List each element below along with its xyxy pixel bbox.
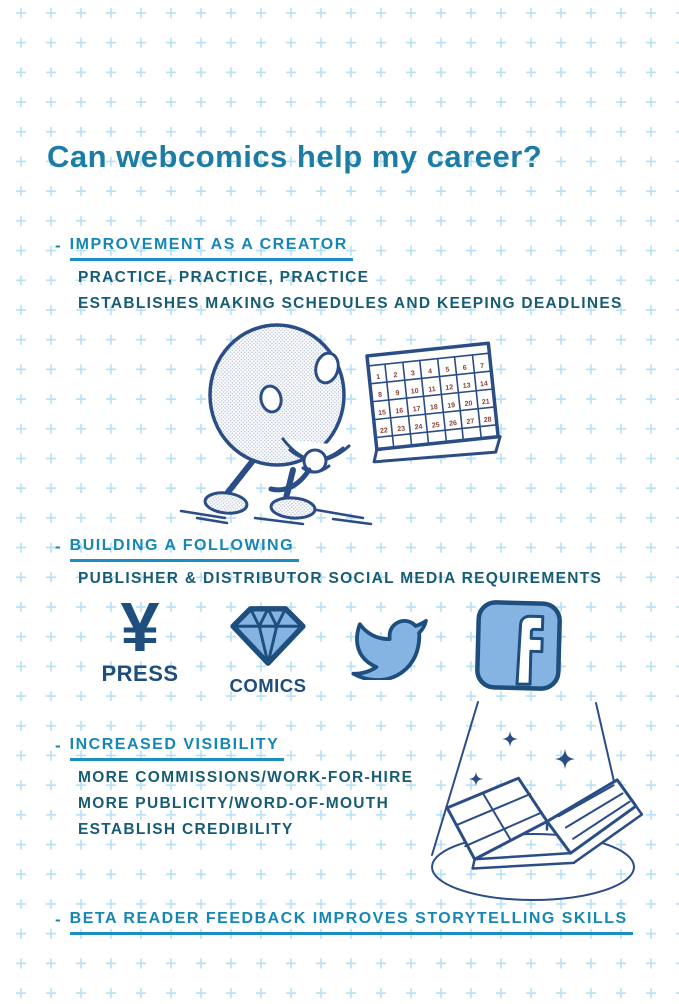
svg-text:1: 1 [375, 373, 381, 382]
spotlight-pool [432, 834, 634, 900]
svg-text:12: 12 [445, 384, 454, 392]
character-calendar-illustration [163, 310, 511, 528]
section-improvement-line: ESTABLISHES MAKING SCHEDULES AND KEEPING DEADLINES [78, 295, 623, 312]
bullet-dash: - [55, 910, 61, 929]
svg-text:2: 2 [393, 371, 398, 380]
svg-text:25: 25 [431, 421, 441, 430]
section-following [55, 537, 602, 588]
book-spotlight-illustration [396, 680, 679, 908]
svg-text:18: 18 [429, 403, 439, 412]
svg-text:20: 20 [464, 400, 473, 409]
svg-text:3: 3 [410, 370, 416, 378]
section-visibility-line: ESTABLISH CREDIBILITY [78, 821, 294, 838]
section-visibility [55, 736, 413, 839]
bullet-dash: - [55, 736, 61, 755]
svg-text:11: 11 [428, 386, 437, 394]
svg-text:7: 7 [479, 362, 485, 371]
svg-text:9: 9 [395, 389, 400, 398]
yen-press-logo [96, 588, 184, 687]
yen-symbol: ¥ [120, 588, 160, 666]
svg-text:13: 13 [462, 382, 471, 391]
section-beta-readers [55, 910, 633, 941]
svg-text:27: 27 [466, 418, 475, 426]
svg-text:15: 15 [377, 409, 387, 418]
svg-text:14: 14 [479, 380, 489, 389]
svg-text:6: 6 [462, 364, 468, 373]
svg-text:8: 8 [377, 391, 383, 400]
section-improvement [55, 236, 623, 313]
svg-text:23: 23 [397, 425, 406, 434]
svg-text:26: 26 [448, 419, 458, 428]
svg-text:10: 10 [410, 387, 420, 396]
comics-label: COMICS [229, 675, 307, 696]
twitter-bird-icon [346, 610, 432, 680]
section-following-heading: BUILDING A FOLLOWING [70, 537, 299, 562]
section-visibility-line: MORE COMMISSIONS/WORK-FOR-HIRE [78, 769, 414, 786]
character-feet [204, 491, 316, 520]
svg-text:5: 5 [445, 366, 450, 374]
svg-text:28: 28 [483, 416, 493, 425]
section-improvement-line: PRACTICE, PRACTICE, PRACTICE [78, 269, 370, 286]
diamond-comics-logo [222, 601, 314, 697]
page-title: Can webcomics help my career? [47, 139, 543, 174]
diamond-icon [225, 601, 311, 669]
svg-text:4: 4 [427, 368, 433, 376]
book-spine [546, 821, 548, 829]
section-visibility-heading: INCREASED VISIBILITY [70, 736, 285, 761]
svg-text:24: 24 [414, 423, 423, 432]
svg-text:21: 21 [481, 398, 491, 407]
section-visibility-line: MORE PUBLICITY/WORD-OF-MOUTH [78, 795, 390, 812]
bullet-dash: - [55, 236, 61, 255]
svg-text:17: 17 [412, 405, 421, 414]
section-beta-readers-heading: BETA READER FEEDBACK IMPROVES STORYTELLING SKILLS [70, 910, 633, 935]
section-following-line: PUBLISHER & DISTRIBUTOR SOCIAL MEDIA REQUIREMENTS [78, 570, 603, 587]
sparkles [469, 731, 576, 786]
svg-text:19: 19 [447, 402, 456, 410]
bullet-dash: - [55, 537, 61, 556]
svg-text:22: 22 [379, 427, 389, 436]
calendar [363, 343, 502, 465]
press-label: PRESS [101, 661, 179, 686]
section-improvement-heading: IMPROVEMENT AS A CREATOR [70, 236, 353, 261]
svg-text:16: 16 [395, 407, 404, 416]
